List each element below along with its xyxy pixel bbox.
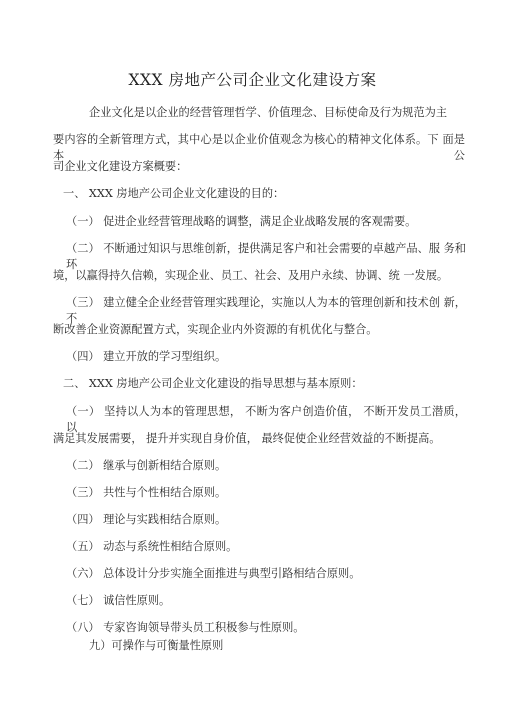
section-1-item-3-line-1: （三） 建立健全企业经营管理实践理论，实施以人为本的管理创新和技术创 新，不 <box>66 296 466 325</box>
intro-line-2: 要内容的全新管理方式，其中心是以企业价值观念为核心的精神文化体系。下 面是本公 <box>53 133 465 162</box>
section-2-item-6: （六） 总体设计分步实施全面推进与典型引路相结合原则。 <box>66 567 361 580</box>
section-2-item-4: （四） 理论与实践相结合原则。 <box>66 513 227 526</box>
section-2-item-8: （八） 专家咨询领导带头员工积极参与性原则。 <box>66 621 305 634</box>
section-2-item-1-line-1: （一） 坚持以人为本的管理思想， 不断为客户创造价值， 不断开发员工潜质， 以 <box>66 405 466 434</box>
section-2-item-7: （七） 诚信性原则。 <box>66 594 171 607</box>
document-title: XXX 房地产公司企业文化建设方案 <box>128 71 377 89</box>
section-2-item-2: （二） 继承与创新相结合原则。 <box>66 459 227 472</box>
section-2-item-1-line-2: 满足其发展需要， 提升并实现自身价值， 最终促使企业经营效益的不断提高。 <box>53 432 441 445</box>
section-1-item-4: （四） 建立开放的学习型组织。 <box>66 350 227 363</box>
section-1-item-2-line-1: （二） 不断通过知识与思维创新，提供满足客户和社会需要的卓越产品、服 务和环 <box>66 242 466 271</box>
section-1-item-3-line-2: 断改善企业资源配置方式，实现企业内外资源的有机优化与整合。 <box>53 323 378 336</box>
section-2-item-5: （五） 动态与系统性相结合原则。 <box>66 540 238 553</box>
intro-line-3: 司企业文化建设方案概要： <box>53 160 188 173</box>
section-2-item-3: （三） 共性与个性相结合原则。 <box>66 486 227 499</box>
section-1-heading: 一、 XXX 房地产公司企业文化建设的目的： <box>63 187 285 200</box>
section-2-heading: 二、 XXX 房地产公司企业文化建设的指导思想与基本原则： <box>63 377 363 390</box>
intro-line-1: 企业文化是以企业的经营管理哲学、价值理念、目标使命及行为规范为主 <box>89 106 448 119</box>
section-2-item-9: 九）可操作与可衡量性原则 <box>89 639 224 652</box>
section-1-item-1: （一） 促进企业经营管理战略的调整，满足企业战略发展的客观需要。 <box>66 215 417 228</box>
section-1-item-2-line-2: 境，以赢得持久信赖，实现企业、员工、社会、及用户永续、协调、统 一发展。 <box>53 269 449 282</box>
